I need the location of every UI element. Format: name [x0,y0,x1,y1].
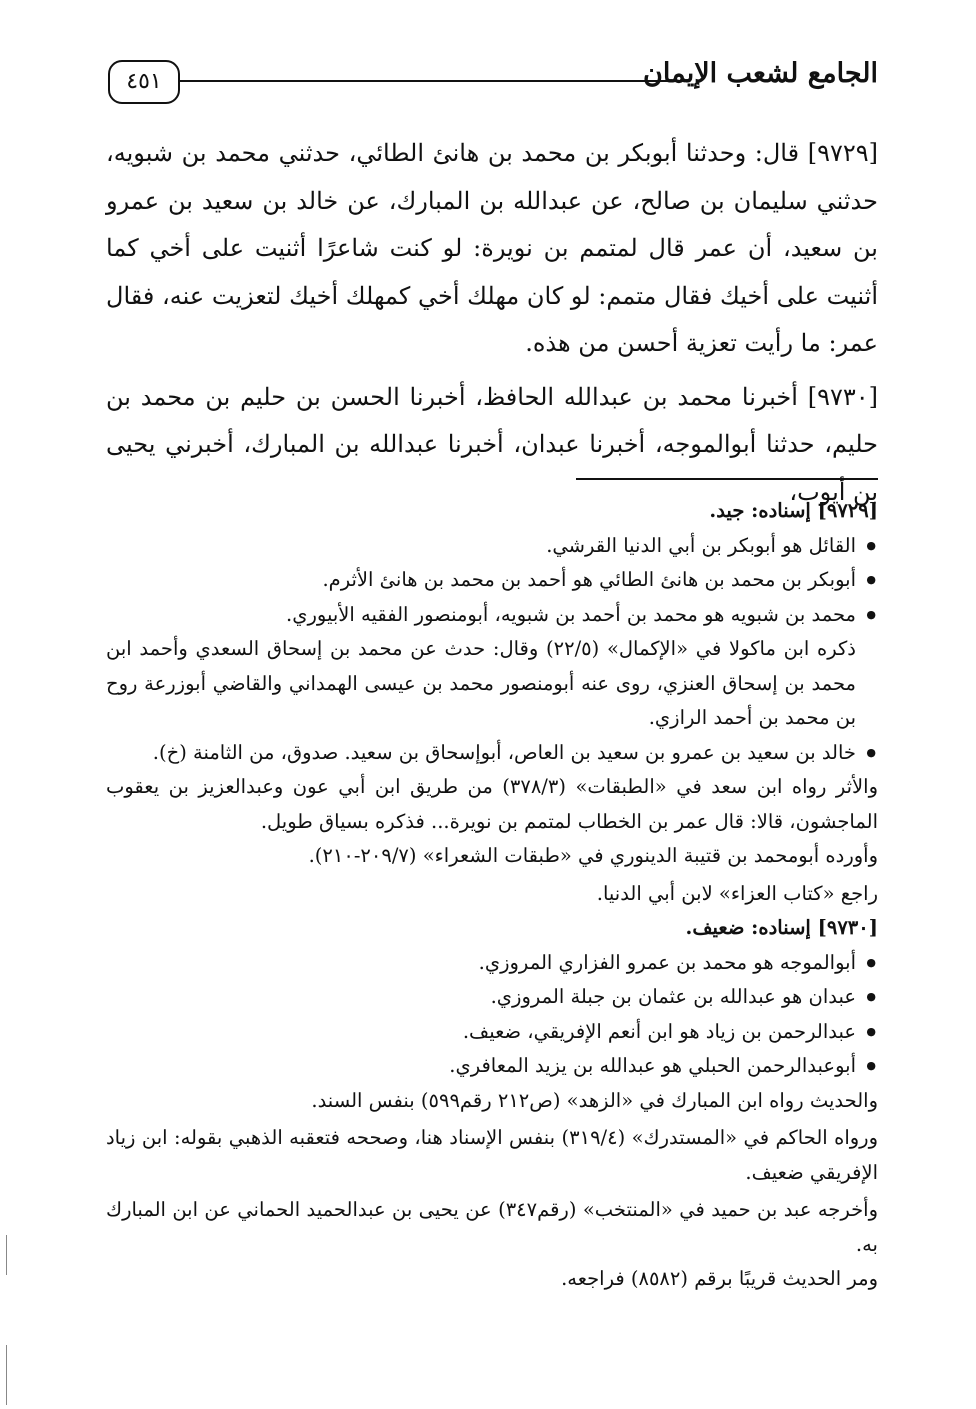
header-rule [178,80,684,82]
scan-artifact-line [6,1235,7,1275]
note-text: راجع «كتاب العزاء» لابن أبي الدنيا. [596,881,878,905]
footnote-separator [576,478,878,480]
note-text: والحديث رواه ابن المبارك في «الزهد» (ص٢١٢ رقم٥٩٩) بنفس السند. [311,1088,878,1112]
note-text: ورواه الحاكم في «المستدرك» (٣١٩/٤) بنفس الإسناد هنا، وصححه فتعقبه الذهبي بقوله: ابن زياد الإفريقي ضعيف. [106,1126,878,1184]
narrator-item: ● أبوعبدالرحمن الحبلي هو عبدالله بن يزيد المعافري. [106,1049,856,1084]
note-text: ومر الحديث قريبًا برقم (٨٥٨٢) فراجعه. [561,1267,878,1290]
note-text: وأورده أبومحمد بن قتيبة الدينوري في «طبقات الشعراء» (٢٠٩/٧-٢١٠). [308,844,878,867]
note-9729-narrators [106,529,878,633]
hadith-9730: [٩٧٣٠] أخبرنا محمد بن عبدالله الحافظ، أخبرنا الحسن بن حليم بن محمد بن حليم، حدثنا أبوالموجه، أخبرنا عبدان، أخبرنا عبدالله بن المبارك، أخبرني يحيى بن أيوب، [106,382,878,506]
narrator-item: ● محمد بن شبويه هو محمد بن أحمد بن شبويه، أبومنصور الفقيه الأبيوري. [106,598,856,633]
page-number-badge: ٤٥١ [108,60,180,104]
note-9730-heading: [٩٧٣٠] إسناده: ضعيف. [685,916,878,939]
note-text: وأخرجه عبد بن حميد في «المنتخب» (رقم٣٤٧) عن يحيى بن عبدالحميد الحماني عن ابن المبارك به. [106,1198,879,1256]
narrator-item: ● أبوبكر بن محمد بن هانئ الطائي هو أحمد بن محمد بن هانئ الأثرم. [106,563,856,598]
ibn-makula-note: ذكره ابن ماكولا في «الإكمال» (٢٢/٥) وقال: حدث عن محمد بن إسحاق السعدي وأحمد ابن محمد بن إسحاق العنزي، روى عنه أبومنصور محمد بن عيسى الهمداني والقاضي أبوزرعة روح بن محمد بن أحمد الرازي. [106,637,856,729]
note-9729-heading: [٩٧٢٩] إسناده: جيد. [709,499,878,522]
footnotes [106,494,878,1297]
narrator-item: ● أبوالموجه هو محمد بن عمرو الفزاري المروزي. [106,946,856,981]
note-text: والأثر رواه ابن سعد في «الطبقات» (٣٧٨/٣) من طريق ابن أبي عون وعبدالعزيز بن يعقوب الماجشون، قالا: قال عمر بن الخطاب لمتمم بن نويرة... فذكره بسياق طويل. [106,775,878,833]
main-text [106,130,878,522]
scan-artifact-line [6,1345,7,1405]
narrator-item: ● عبدان هو عبدالله بن عثمان بن جبلة المروزي. [106,980,856,1015]
note-9729-narrators-more [106,736,878,771]
book-title: الجامع لشعب الإيمان [643,58,878,89]
hadith-9729: [٩٧٢٩] قال: وحدثنا أبوبكر بن محمد بن هانئ الطائي، حدثني محمد بن شبويه، حدثني سليمان بن صالح، عن عبدالله بن المبارك، عن خالد بن سعيد بن عمرو بن سعيد، أن عمر قال لمتمم بن نويرة: لو كنت شاعرًا أثنيت على أخي كما أثنيت على أخيك فقال متمم: لو كان مهلك أخي كمهلك أخيك لتعزيت عنه، فقال عمر: ما رأيت تعزية أحسن من هذه. [106,139,878,357]
narrator-item: ● خالد بن سعيد بن عمرو بن سعيد بن العاص، أبوإسحاق بن سعيد. صدوق، من الثامنة (خ). [106,736,856,771]
note-9730-narrators [106,946,878,1084]
narrator-item: ● القائل هو أبوبكر بن أبي الدنيا القرشي. [106,529,856,564]
narrator-item: ● عبدالرحمن بن زياد هو ابن أنعم الإفريقي، ضعيف. [106,1015,856,1050]
page-header [108,56,878,112]
